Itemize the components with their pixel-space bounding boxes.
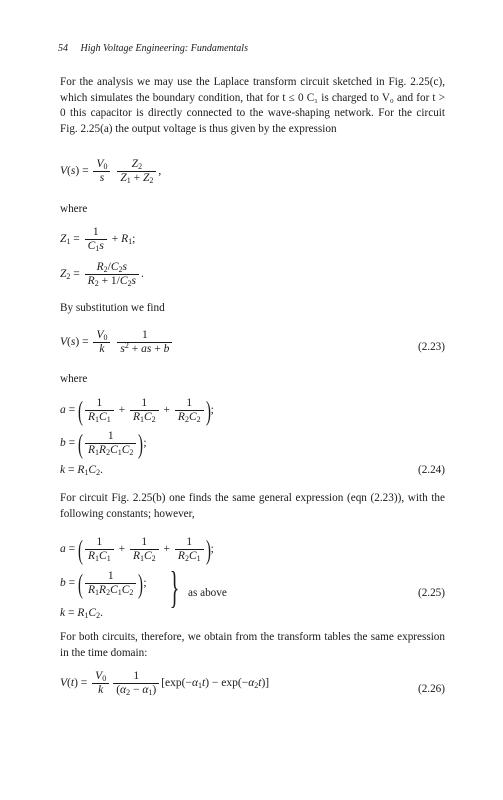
- running-title: High Voltage Engineering: Fundamentals: [80, 43, 248, 54]
- equation-number-2-25: (2.25): [417, 587, 445, 599]
- equation-b-first: b = ( $\frac{1}{R_1R_2C_1C_2}$ );: [60, 428, 147, 459]
- paragraph-time-domain: For both circuits, therefore, we obtain from the transform tables the same expression in the time domain:: [60, 631, 445, 659]
- running-header: [58, 43, 248, 54]
- equation-k-second: $k = R_1C_2$.: [60, 607, 103, 620]
- equation-number-2-23: (2.23): [417, 341, 445, 353]
- equation-number-2-24: (2.24): [417, 464, 445, 476]
- equation-k-first: $k = R_1C_2$.: [60, 464, 103, 477]
- equation-2-23: V(s) = $\frac{V_0}{k}$ $\frac{1}{s^2 + as + b}$: [60, 329, 174, 356]
- equation-a-first: a = ( $\frac{1}{R_1C_1}$ + $\frac{1}{R_1C_2}$ + $\frac{1}{R_2C_2}$ );: [60, 395, 214, 426]
- equation-a-second: a = ( $\frac{1}{R_1C_1}$ + $\frac{1}{R_1C_2}$ + $\frac{1}{R_2C_1}$ );: [60, 534, 214, 565]
- where-label-1: where: [60, 203, 88, 215]
- as-above-label: as above: [188, 587, 227, 599]
- equation-2-26: V(t) = $\frac{V_0}{k}$ $\frac{1}{(\alpha_2 - \alpha_1)}$ $[\exp(-\alpha_1t) - \exp(-\alpha_2t)]$: [60, 670, 270, 697]
- paragraph-circuit-b: For circuit Fig. 2.25(b) one finds the same general expression (eqn (2.23)), with the following constants; however,: [60, 492, 445, 520]
- paragraph-substitution: By substitution we find: [60, 302, 165, 314]
- equation-z1: $Z_1$ = $\frac{1}{C_1s}$ + $R_1$;: [60, 226, 136, 253]
- equation-number-2-26: (2.26): [417, 683, 445, 695]
- equation-vs-general: V(s) = $\frac{V_0}{s}$ $\frac{Z_2}{Z_1 + Z_2}$ ,: [60, 158, 162, 185]
- page-number: 54: [58, 43, 68, 54]
- paragraph-intro: For the analysis we may use the Laplace transform circuit sketched in Fig. 2.25(c), which simulates the boundary condition, that for t ≤ 0 C₁ is charged to V₀ and for t > 0 this capacitor is directly connected to the wave-shaping network. For the circuit Fig. 2.25(a) the output voltage is thus given by the expression: [60, 76, 445, 135]
- equation-z2: $Z_2$ = $\frac{R_2/C_2s}{R_2 + 1/C_2s}$ .: [60, 261, 144, 288]
- where-label-2: where: [60, 373, 88, 385]
- equation-b-second: b = ( $\frac{1}{R_1R_2C_1C_2}$ );: [60, 568, 147, 599]
- right-brace: }: [169, 563, 180, 612]
